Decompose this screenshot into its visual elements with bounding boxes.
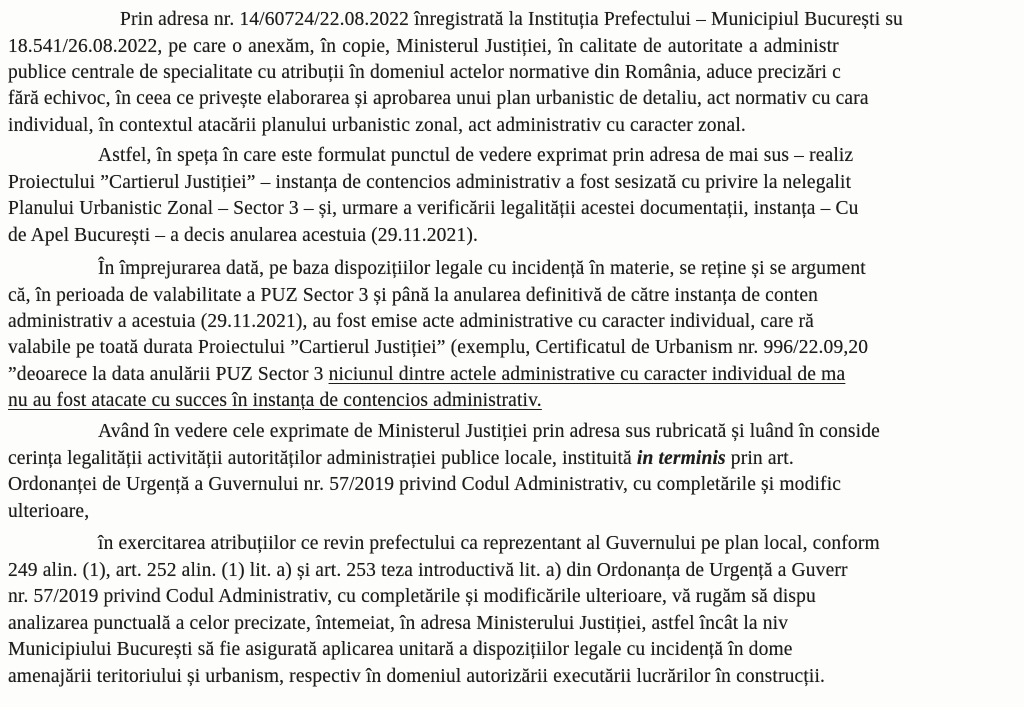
text-line: amenajării teritoriului și urbanism, respectiv în domeniul autorizării executării lucrărilor în construcții. xyxy=(8,666,826,687)
text-line: că, în perioada de valabilitate a PUZ Sector 3 și până la anularea definitivă de către instanța de conten xyxy=(8,285,819,306)
text-line: valabile pe toată durata Proiectului ”Cartierul Justiției” (exemplu, Certificatul de Urbanism nr. 996/22.09,20 xyxy=(8,337,869,358)
underlined-text-line: nu au fost atacate cu succes în instanța de contencios administrativ. xyxy=(8,390,542,411)
text-line: publice centrale de specialitate cu atribuții în domeniul actelor normative din România, aduce precizări c xyxy=(8,62,841,83)
text-line: individual, în contextul atacării planului urbanistic zonal, act administrativ cu caracter zonal. xyxy=(8,115,746,136)
text-line: Astfel, în speța în care este formulat punctul de vedere exprimat prin adresa de mai sus – realiz xyxy=(98,145,854,166)
text-line: nr. 57/2019 privind Codul Administrativ, cu completările și modificările ulterioare, vă rugăm să dispu xyxy=(8,586,816,607)
text-line: Proiectului ”Cartierul Justiției” – instanța de contencios administrativ a fost sesizată cu privire la nelegalit xyxy=(8,172,852,193)
text-line xyxy=(8,364,845,386)
text-segment: cerința legalității activității autorităților administrației publice locale, instituită xyxy=(8,448,637,469)
text-line: fără echivoc, în ceea ce privește elaborarea și aprobarea unui plan urbanistic de detaliu, act normativ cu cara xyxy=(8,88,869,109)
text-line: 18.541/26.08.2022, pe care o anexăm, în copie, Ministerul Justiției, în calitate de autoritate a administr xyxy=(8,36,839,57)
emphasis-text: in terminis xyxy=(636,448,726,469)
text-segment: prin art. xyxy=(725,448,794,469)
text-line: 249 alin. (1), art. 252 alin. (1) lit. a) și art. 253 teza introductivă lit. a) din Ordonanța de Urgență a Guverr xyxy=(8,560,848,581)
text-line: Planului Urbanistic Zonal – Sector 3 – și, urmare a verificării legalității acestei documentații, instanța – Cu xyxy=(8,198,859,219)
text-line: administrativ a acestuia (29.11.2021), au fost emise acte administrative cu caracter individual, care ră xyxy=(8,311,814,332)
text-segment: ”deoarece la data anulării PUZ Sector 3 xyxy=(8,364,329,385)
text-line: Municipiului București să fie asigurată aplicarea unitară a dispozițiilor legale cu incidență în dome xyxy=(8,639,793,660)
text-line: analizarea punctuală a celor precizate, întemeiat, în adresa Ministerului Justiției, astfel încât la niv xyxy=(8,613,789,634)
underlined-text: niciunul dintre actele administrative cu caracter individual de ma xyxy=(328,364,846,385)
text-line: Ordonanței de Urgență a Guvernului nr. 57/2019 privind Codul Administrativ, cu completările și modific xyxy=(8,474,842,495)
text-line: ulterioare, xyxy=(8,501,90,522)
text-line: în exercitarea atribuțiilor ce revin prefectului ca reprezentant al Guvernului pe plan local, conform xyxy=(98,533,880,554)
text-line xyxy=(8,448,794,470)
text-line: Prin adresa nr. 14/60724/22.08.2022 înregistrată la Instituția Prefectului – Municipiul București su xyxy=(120,9,903,30)
text-line: de Apel București – a decis anularea acestuia (29.11.2021). xyxy=(8,225,479,246)
text-line: În împrejurarea dată, pe baza dispozițiilor legale cu incidență în materie, se reține și se argument xyxy=(98,258,866,279)
text-line: Având în vedere cele exprimate de Ministerul Justiției prin adresa sus rubricată și luând în conside xyxy=(98,421,880,442)
